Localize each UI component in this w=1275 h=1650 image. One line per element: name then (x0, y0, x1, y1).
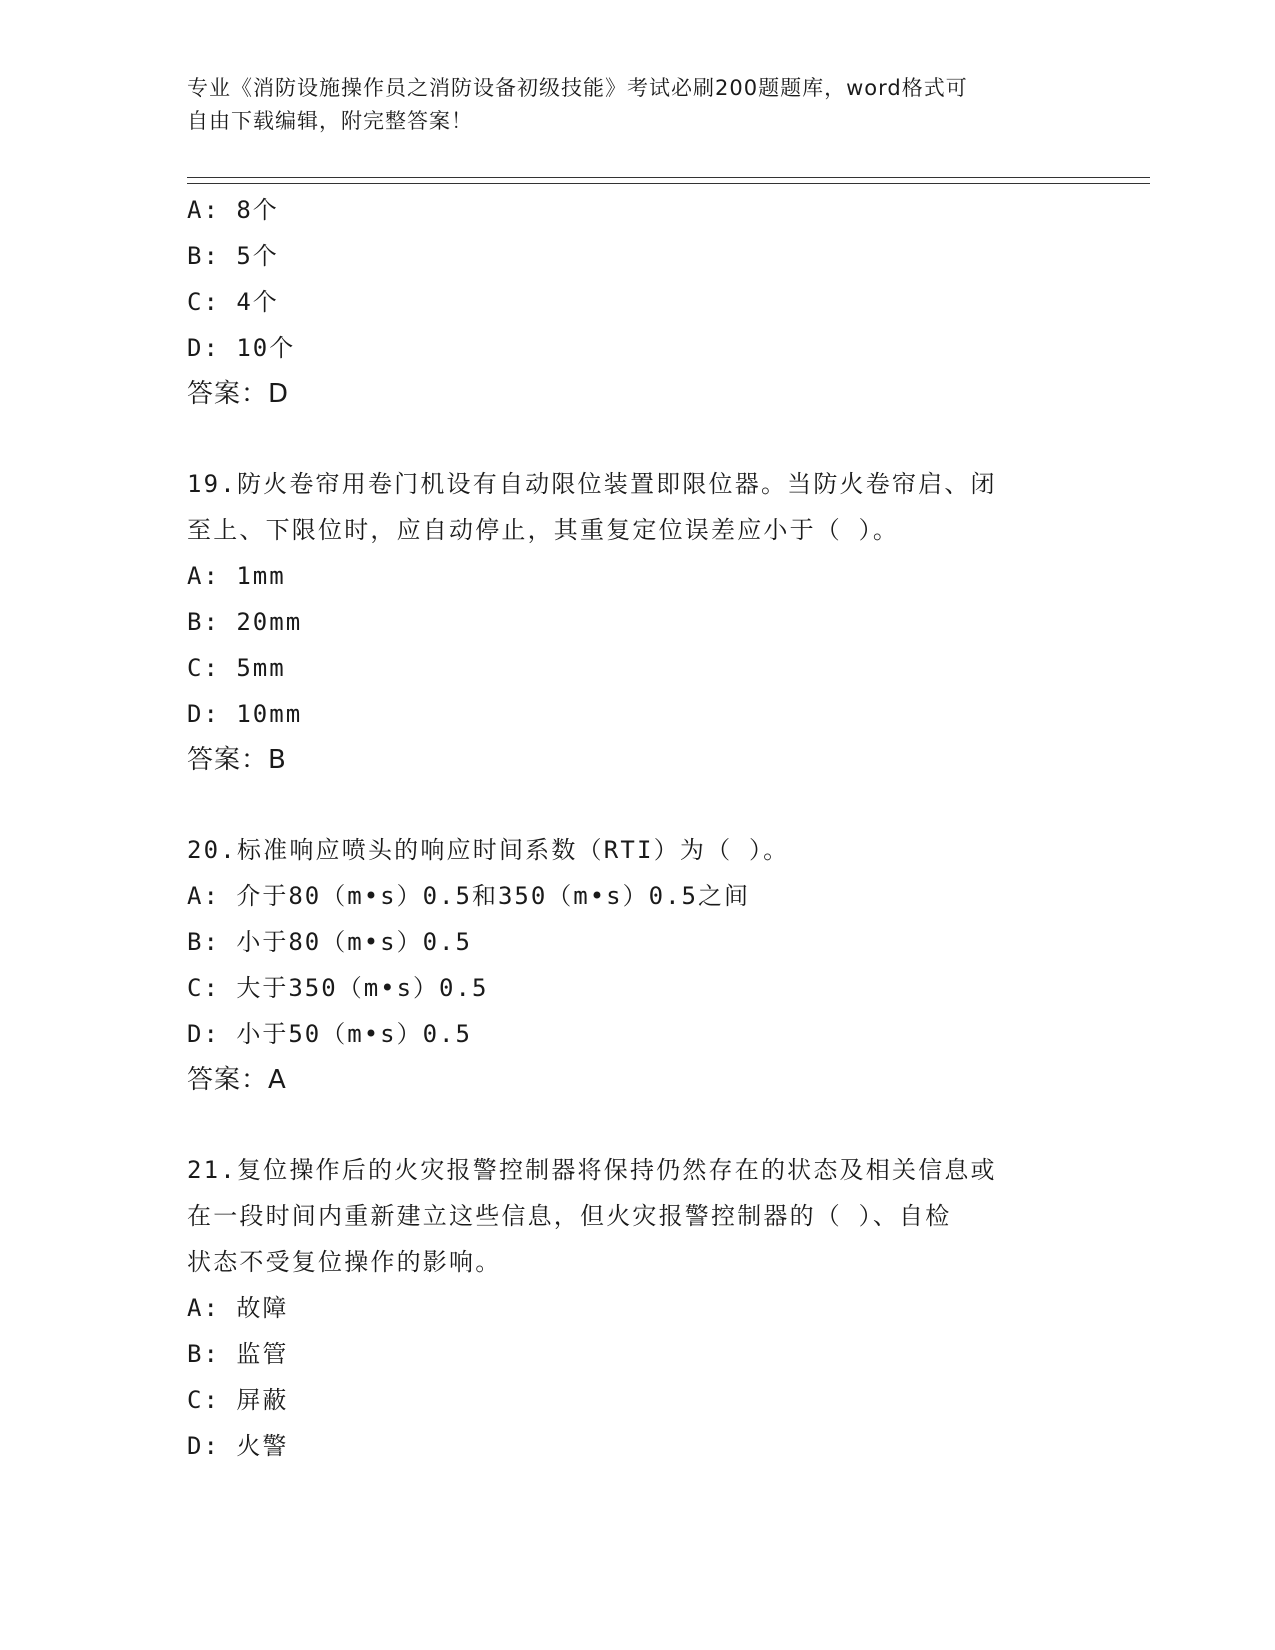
option-a: A: 故障 (187, 1294, 289, 1322)
answer-line: 答案：B (187, 745, 287, 775)
question-stem (187, 827, 1067, 873)
question-19 (187, 461, 1087, 783)
stem-line-3: 状态不受复位操作的影响。 (187, 1248, 502, 1276)
option-b: B: 小于80（m•s）0.5 (187, 928, 472, 956)
stem-line-1: 21.复位操作后的火灾报警控制器将保持仍然存在的状态及相关信息或 (187, 1156, 997, 1184)
option-d: D: 10个 (187, 334, 296, 362)
spacer (187, 417, 1087, 461)
option-c: C: 大于350（m•s）0.5 (187, 974, 489, 1002)
question-20 (187, 827, 1087, 1103)
header-line-2: 自由下载编辑，附完整答案！ (187, 109, 473, 133)
header-divider (187, 177, 1150, 184)
option-b: B: 20mm (187, 608, 303, 636)
spacer (187, 783, 1087, 827)
option-b: B: 监管 (187, 1340, 289, 1368)
header-line-1: 专业《消防设施操作员之消防设备初级技能》考试必刷200题题库，word格式可 (187, 76, 968, 100)
option-a: A: 介于80（m•s）0.5和350（m•s）0.5之间 (187, 882, 750, 910)
question-list (187, 187, 1087, 1469)
answer-line: 答案：A (187, 1065, 287, 1095)
option-a: A: 8个 (187, 196, 279, 224)
question-18 (187, 187, 1087, 417)
option-d: D: 小于50（m•s）0.5 (187, 1020, 472, 1048)
stem-line-2: 至上、下限位时，应自动停止，其重复定位误差应小于（ ）。 (187, 516, 900, 544)
option-a: A: 1mm (187, 562, 286, 590)
stem-line-2: 在一段时间内重新建立这些信息，但火灾报警控制器的（ ）、自检 (187, 1202, 952, 1230)
stem-line-1: 19.防火卷帘用卷门机设有自动限位装置即限位器。当防火卷帘启、闭 (187, 470, 997, 498)
answer-line: 答案：D (187, 379, 290, 409)
option-d: D: 10mm (187, 700, 303, 728)
option-c: C: 5mm (187, 654, 286, 682)
question-stem (187, 461, 1067, 553)
spacer (187, 1103, 1087, 1147)
option-b: B: 5个 (187, 242, 279, 270)
question-stem (187, 1147, 1067, 1285)
option-d: D: 火警 (187, 1432, 289, 1460)
page-header (187, 72, 1067, 138)
stem-line-1: 20.标准响应喷头的响应时间系数（RTI）为（ ）。 (187, 836, 790, 864)
option-c: C: 屏蔽 (187, 1386, 289, 1414)
option-c: C: 4个 (187, 288, 279, 316)
question-21 (187, 1147, 1087, 1469)
